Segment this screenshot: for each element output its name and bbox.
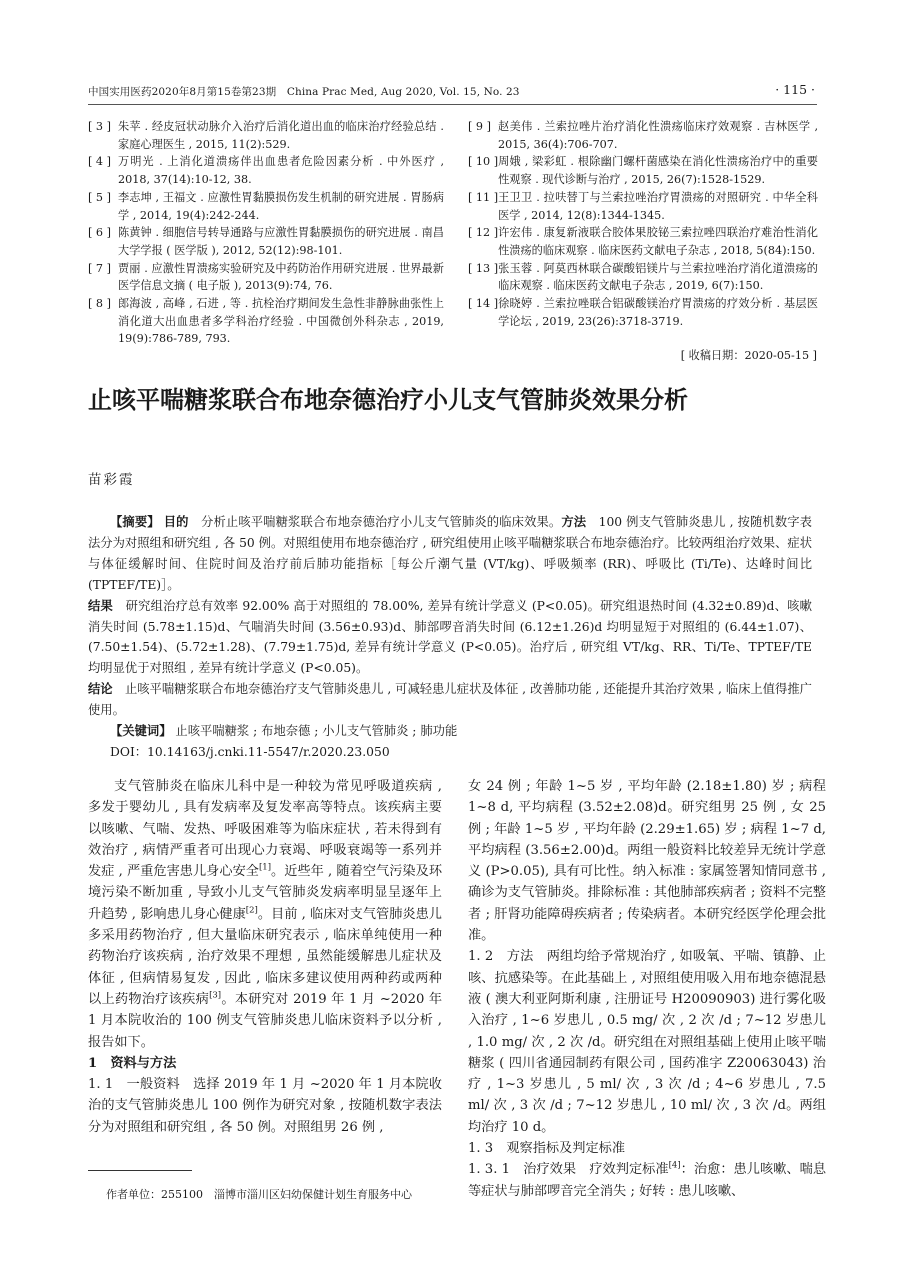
intro-paragraph: 支气管肺炎在临床儿科中是一种较为常见呼吸道疾病 , 多发于婴幼儿 , 具有发病率及复发率高等特点。该疾病主要以咳嗽、气喘、发热、呼吸困难等为临床症状 , 若未得到有效治疗 , 病情严重者可出现心力衰竭、呼吸衰竭等一系列并发症 , 严重危害患儿身心安全[1]。近些年 , 随着空气污染及环境污染不断加重 , 导致小儿支气管肺炎发病率明显呈逐年上升趋势 , 影响患儿身心健康[2]。目前 , 临床对支气管肺炎患儿多采用药物治疗 , 但大量临床研究表示 , 临床单纯使用一种药物治疗该疾病 , 治疗效果不理想 , 虽然能缓解患儿症状及体征 , 但病情易复发 , 因此 , 临床多建议使用两种药或两种以上药物治疗该疾病[3]。本研究对 2019 年 1 月 ~2020 年 1 月本院收治的 100 例支气管肺炎患儿临床资料予以分析 , 报告如下。 — [88, 779, 443, 1050]
reference-item: [ 12 ] 许宏伟 . 康复新液联合胶体果胶铋三索拉唑四联治疗难治性消化性溃疡的临床观察 . 临床医药文献电子杂志 , 2018, 5(84):150. — [468, 226, 818, 257]
abstract-main — [88, 512, 812, 596]
reference-item: [ 4 ] 万明光 . 上消化道溃疡伴出血患者危险因素分析 . 中外医疗 , 2018, 37(14):10-12, 38. — [88, 155, 444, 187]
keywords-label: 【关键词】 — [110, 723, 172, 739]
body-left-column — [88, 776, 442, 1138]
author-affiliation-footnote: 作者单位：255100 淄博市淄川区妇幼保健计划生育服务中心 — [106, 1188, 412, 1201]
reference-item: [ 9 ] 赵美伟 . 兰索拉唑片治疗消化性溃疡临床疗效观察 . 吉林医学 , 2015, 36(4):706-707. — [468, 120, 818, 151]
abstract — [88, 512, 812, 763]
section-heading-1-3: 1. 3 观察指标及判定标准 — [468, 1141, 626, 1157]
section-1-3-1: 1. 3. 1 治疗效果 疗效判定标准[4]：治愈：患儿咳嗽、喘息等症状与肺部啰音完全消失 ; 好转 : 患儿咳嗽、 — [468, 1160, 827, 1199]
abstract-conclusion — [88, 679, 812, 721]
section-1-1: 1. 1 一般资料 选择 2019 年 1 月 ~2020 年 1 月本院收治的支气管肺炎患儿 100 例作为研究对象 , 按随机数字表法分为对照组和研究组 , 各 50 例。对照组男 26 例 , — [88, 1077, 442, 1135]
results-label: 结果 — [88, 597, 114, 613]
author-name: 苗彩霞 — [88, 472, 135, 488]
conclusion-label: 结论 — [88, 681, 113, 697]
reference-item: [ 13 ] 张玉蓉 . 阿莫西林联合碳酸铝镁片与兰索拉唑治疗消化道溃疡的临床观察 . 临床医药文献电子杂志 , 2019, 6(7):150. — [468, 261, 818, 293]
page-number: · 115 · — [775, 82, 815, 97]
article-title: 止咳平喘糖浆联合布地奈德治疗小儿支气管肺炎效果分析 — [88, 386, 688, 414]
doi: DOI：10.14163/j.cnki.11-5547/r.2020.23.050 — [110, 744, 390, 759]
citation: [3] — [209, 990, 222, 1001]
running-header-journal: 中国实用医药2020年8月第15卷第23期 China Prac Med, Aug 2020, Vol. 15, No. 23 — [88, 86, 520, 98]
section-1-2: 1. 2 方法 两组均给予常规治疗 , 如吸氧、平喘、镇静、止咳、抗感染等。在此基础上 , 对照组使用吸入用布地奈德混悬液 ( 澳大利亚阿斯利康 , 注册证号 H20090903) 进行雾化吸入治疗 , 1~6 岁患儿 , 0.5 mg/ 次 , 2 次 /d ; 7~12 岁患儿 , 1.0 mg/ 次 , 2 次 /d。研究组在对照组基础上使用止咳平喘糖浆 ( 四川省通园制药有限公司 , 国药准字 Z20063043) 治疗 , 1~3 岁患儿 , 5 ml/ 次 , 3 次 /d ; 4~6 岁患儿 , 7.5 ml/ 次 , 3 次 /d ; 7~12 岁患儿 , 10 ml/ 次 , 3 次 /d。两组均治疗 10 d。 — [468, 949, 826, 1135]
reference-item: [ 6 ] 陈黄钟 . 细胞信号转导通路与应激性胃黏膜损伤的研究进展 . 南昌大学学报 ( 医学版 ), 2012, 52(12):98-101. — [88, 226, 444, 257]
section-1-1-label: 1. 1 一般资料 — [88, 1077, 180, 1093]
abstract-label: 【摘要】 — [110, 514, 160, 529]
body-right-column — [468, 776, 826, 1202]
paragraph-general-data: 女 24 例 ; 年龄 1~5 岁 , 平均年龄 (2.18±1.80) 岁 ; 病程 1~8 d, 平均病程 (3.52±2.08)d。研究组男 25 例 , 女 25 例 ; 年龄 1~5 岁 , 平均年龄 (2.29±1.65) 岁 ; 病程 1~7 d, 平均病程 (3.56±2.00)d。两组一般资料比较差异无统计学意义 (P>0.05), 具有可比性。纳入标准 : 家属签署知情同意书 , 确诊为支气管肺炎。排除标准 : 其他肺部疾病者 ; 资料不完整者 ; 肝肾功能障碍疾病者 ; 传染病者。本研究经医学伦理会批准。 — [468, 779, 826, 944]
header-rule — [88, 104, 817, 105]
methods-text: 100 例支气管肺炎患儿 , 按随机数字表法分为对照组和研究组 , 各 50 例。对照组使用布地奈德治疗 , 研究组使用止咳平喘糖浆联合布地奈德治疗。比较两组治疗效果、症状与体征缓解时间、住院时间及治疗前后肺功能指标［每公斤潮气量 (VT/kg)、呼吸频率 (RR)、呼吸比 (Ti/Te)、达峰时间比 (TPTEF/TE)］。 — [88, 515, 812, 592]
reference-item: [ 8 ] 郎海波 , 高峰 , 石进 , 等 . 抗栓治疗期间发生急性非静脉曲张性上消化道大出血患者多学科治疗经验 . 中国微创外科杂志 , 2019, 19(9):786-789, 793. — [88, 297, 444, 346]
reference-item: [ 10 ] 周娥 , 梁彩虹 . 根除幽门螺杆菌感染在消化性溃疡治疗中的重要性观察 . 现代诊断与治疗 , 2015, 26(7):1528-1529. — [468, 155, 818, 187]
reference-item: [ 14 ] 徐晓婷 . 兰索拉唑联合铝碳酸镁治疗胃溃疡的疗效分析 . 基层医学论坛 , 2019, 23(26):3718-3719. — [468, 297, 818, 328]
citation: [2] — [245, 905, 258, 916]
section-1-3-1-label: 1. 3. 1 治疗效果 — [468, 1162, 577, 1178]
reference-item: [ 5 ] 李志坤 , 王福文 . 应激性胃黏膜损伤发生机制的研究进展 . 胃肠病学 , 2014, 19(4):242-244. — [88, 190, 444, 222]
references-right-column — [468, 118, 818, 330]
reference-item: [ 7 ] 贾丽 . 应激性胃溃疡实验研究及中药防治作用研究进展 . 世界最新医学信息文摘 ( 电子版 ), 2013(9):74, 76. — [88, 261, 444, 293]
results-text: 研究组治疗总有效率 92.00% 高于对照组的 78.00%, 差异有统计学意义 (P<0.05)。研究组退热时间 (4.32±0.89)d、咳嗽消失时间 (5.78±1.15)d、气喘消失时间 (3.56±0.93)d、肺部啰音消失时间 (6.12±1.26)d 均明显短于对照组的 (6.44±1.07)、(7.50±1.54)、(5.72±1.28)、(7.79±1.75)d, 差异有统计学意义 (P<0.05)。治疗后 , 研究组 VT/kg、RR、Ti/Te、TPTEF/TE 均明显优于对照组 , 差异有统计学意义 (P<0.05)。 — [88, 598, 812, 676]
section-1-2-label: 1. 2 方法 — [468, 949, 534, 965]
conclusion-text: 止咳平喘糖浆联合布地奈德治疗支气管肺炎患儿 , 可减轻患儿症状及体征 , 改善肺功能 , 还能提升其治疗效果 , 临床上值得推广使用。 — [88, 682, 812, 718]
references-left-column — [88, 118, 444, 348]
citation: [4] — [668, 1160, 681, 1171]
section-heading-1: 1 资料与方法 — [88, 1055, 177, 1071]
footnote-rule — [88, 1170, 192, 1171]
methods-label: 方法 — [561, 514, 587, 529]
purpose-label: 目的 — [163, 514, 189, 529]
citation: [1] — [258, 862, 272, 873]
abstract-results — [88, 596, 812, 680]
purpose-text: 分析止咳平喘糖浆联合布地奈德治疗小儿支气管肺炎的临床效果。 — [201, 515, 562, 529]
reference-item: [ 11 ] 王卫卫 . 拉呋替丁与兰索拉唑治疗胃溃疡的对照研究 . 中华全科医学 , 2014, 12(8):1344-1345. — [468, 190, 818, 222]
reference-item: [ 3 ] 朱苹 . 经皮冠状动脉介入治疗后消化道出血的临床治疗经验总结 . 家庭心理医生 , 2015, 11(2):529. — [88, 120, 444, 151]
received-date: [ 收稿日期：2020-05-15 ] — [680, 349, 817, 362]
keywords — [110, 721, 812, 742]
keywords-text: 止咳平喘糖浆 ; 布地奈德 ; 小儿支气管肺炎 ; 肺功能 — [175, 724, 458, 739]
